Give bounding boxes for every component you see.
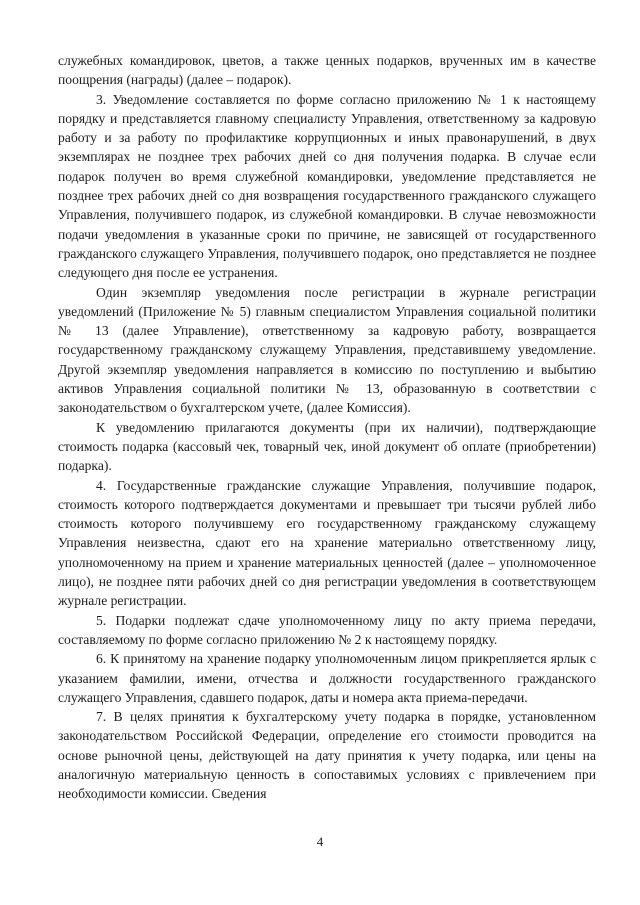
paragraph-item-3: 3. Уведомление составляется по форме согласно приложению № 1 к настоящему порядку и представляется главному специалисту Управления, ответственному за кадровую работу и за работу по профилактике коррупционных и иных правонарушений, в двух экземплярах не позднее трех рабочих дней со дня получения подарка. В случае если подарок получен во время служебной командировки, уведомление представляется не позднее трех рабочих дней со дня возвращения государственного гражданского служащего Управления, получившего подарок, из служебной командировки. В случае невозможности подачи уведомления в указанные сроки по причине, не зависящей от государственного гражданского служащего Управления, получившего подарок, оно представляется не позднее следующего дня после ее устранения. (58, 91, 596, 281)
paragraph-item-7: 7. В целях принятия к бухгалтерскому учету подарка в порядке, установленном законодательством Российской Федерации, определение его стоимости проводится на основе рыночной цены, действующей на дату принятия к учету подарка, или цены на аналогичную материальную ценность в сопоставимых условиях с привлечением при необходимости комиссии. Сведения (58, 709, 596, 802)
paragraph-item-4: 4. Государственные гражданские служащие Управления, получившие подарок, стоимость которого подтверждается документами и превышает три тысячи рублей либо стоимость которого получившему его государственному гражданскому служащему Управления неизвестна, сдают его на хранение материально ответственному лицу, уполномоченному на прием и хранение материальных ценностей (далее – уполномоченное лицо), не позднее пяти рабочих дней со дня регистрации уведомления в соответствующем журнале регистрации. (58, 477, 596, 609)
paragraph-attachments: К уведомлению прилагаются документы (при их наличии), подтверждающие стоимость подарка (кассовый чек, товарный чек, иной документ об оплате (приобретении) подарка). (58, 419, 596, 474)
paragraph-continuation: служебных командировок, цветов, а также ценных подарков, врученных им в качестве поощрения (награды) (далее – подарок). (58, 53, 596, 88)
document-body (58, 51, 596, 804)
paragraph-registration: Один экземпляр уведомления после регистрации в журнале регистрации уведомлений (Приложение № 5) главным специалистом Управления социальной политики № 13 (далее Управление), ответственному за кадровую работу, возвращается государственному гражданскому служащему Управления, представившему уведомление. Другой экземпляр уведомления направляется в комиссию по поступлению и выбытию активов Управления социальной политики № 13, образованную в соответствии с законодательством о бухгалтерском учете, (далее Комиссия). (58, 284, 596, 416)
page-number: 4 (316, 834, 324, 849)
paragraph-item-5: 5. Подарки подлежат сдаче уполномоченному лицу по акту приема передачи, составляемому по форме согласно приложению № 2 к настоящему порядку. (58, 612, 596, 647)
paragraph-item-6: 6. К принятому на хранение подарку уполномоченным лицом прикрепляется ярлык с указанием фамилии, имени, отчества и должности государственного гражданского служащего Управления, сдавшего подарок, даты и номера акта приема-передачи. (58, 651, 596, 705)
